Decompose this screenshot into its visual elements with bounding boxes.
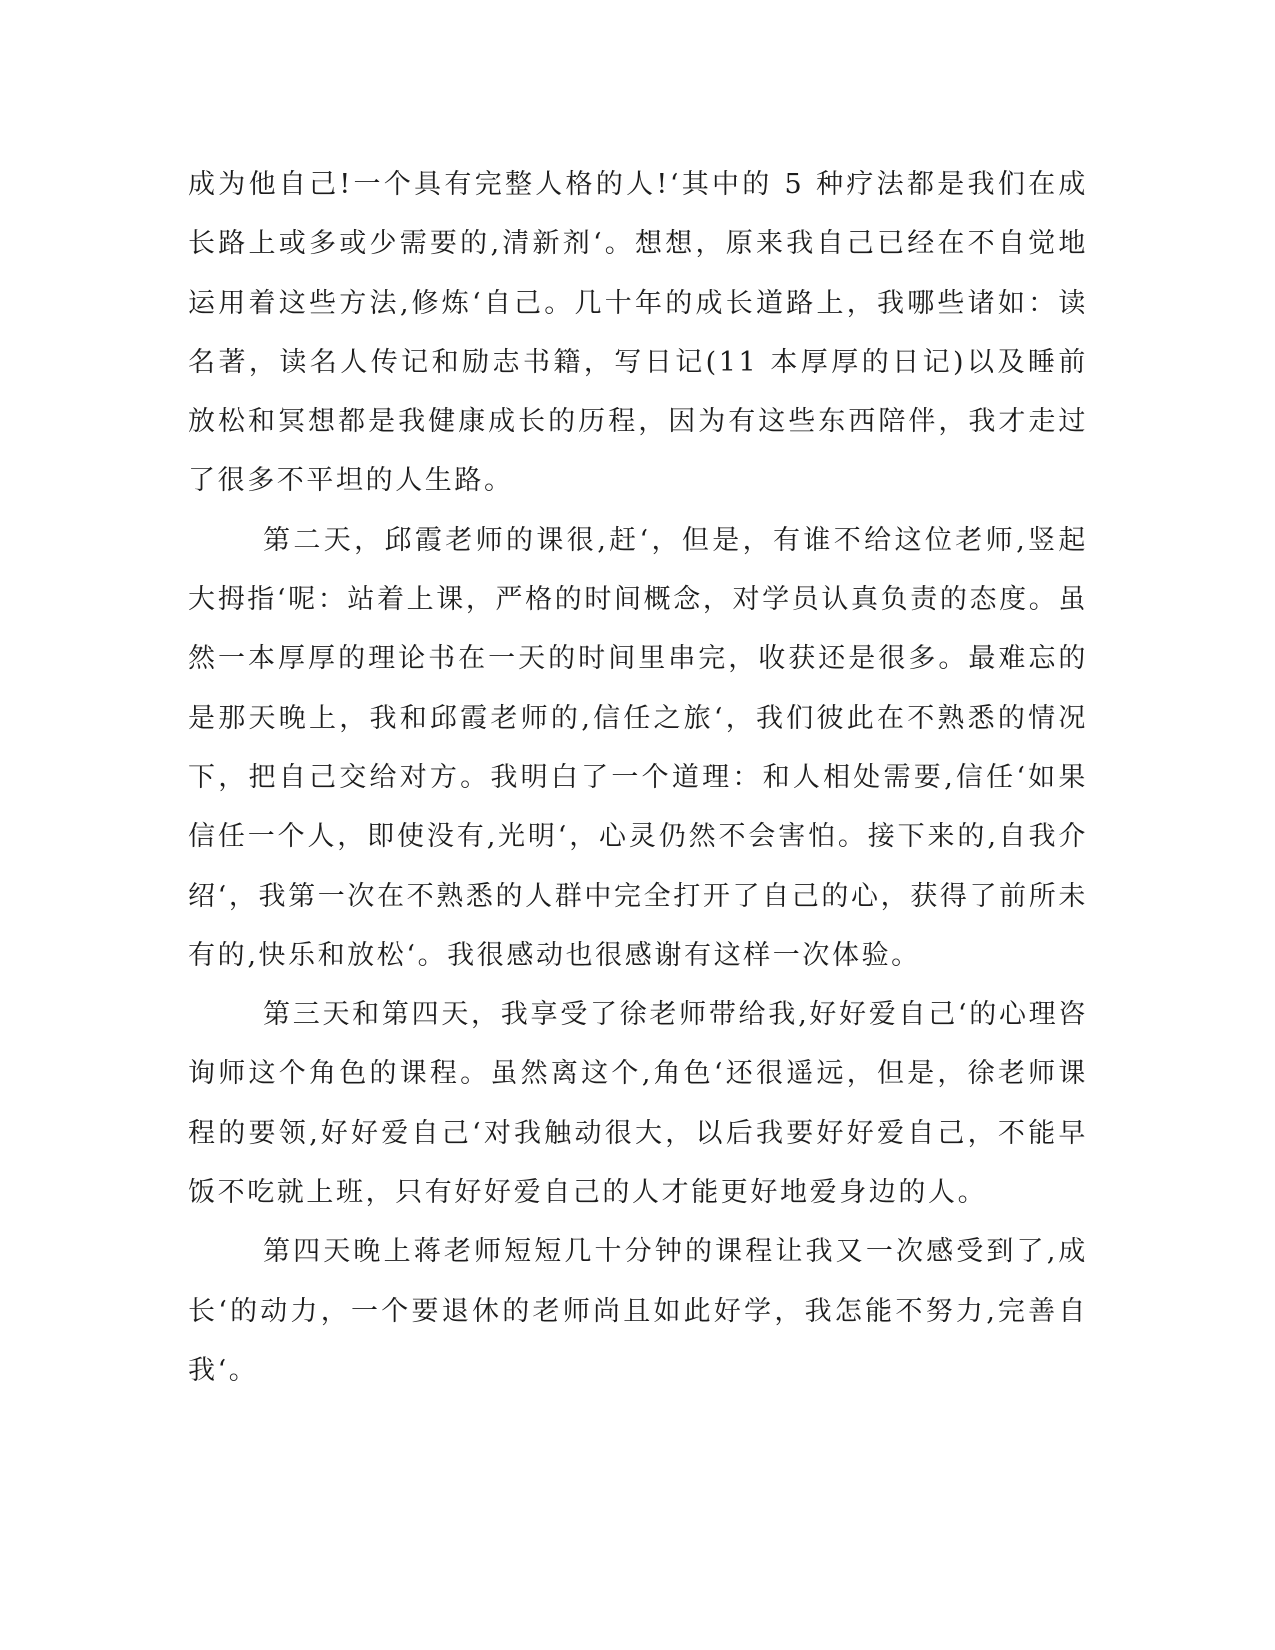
paragraph-1: 成为他自己!一个具有完整人格的人!‘其中的 5 种疗法都是我们在成长路上或多或少需要的‚清新剂‘。想想，原来我自己已经在不自觉地运用着这些方法‚修炼‘自己。几十年的成长道路上，我哪些诸如：读名著，读名人传记和励志书籍，写日记(11 本厚厚的日记)以及睡前放松和冥想都是我健康成长的历程，因为有这些东西陪伴，我才走过了很多不平坦的人生路。 [188,169,1088,497]
paragraph-3: 第三天和第四天，我享受了徐老师带给我‚好好爱自己‘的心理咨询师这个角色的课程。虽然离这个‚角色‘还很遥远，但是，徐老师课程的要领‚好好爱自己‘对我触动很大，以后我要好好爱自己，不能早饭不吃就上班，只有好好爱自己的人才能更好地爱身边的人。 [188,999,1088,1209]
paragraph-4: 第四天晚上蒋老师短短几十分钟的课程让我又一次感受到了‚成长‘的动力，一个要退休的老师尚且如此好学，我怎能不努力‚完善自我‘。 [188,1236,1088,1386]
paragraph-2: 第二天，邱霞老师的课很‚赶‘，但是，有谁不给这位老师‚竖起大拇指‘呢：站着上课，严格的时间概念，对学员认真负责的态度。虽然一本厚厚的理论书在一天的时间里串完，收获还是很多。最难忘的是那天晚上，我和邱霞老师的‚信任之旅‘，我们彼此在不熟悉的情况下，把自己交给对方。我明白了一个道理：和人相处需要‚信任‘如果信任一个人，即使没有‚光明‘，心灵仍然不会害怕。接下来的‚自我介绍‘，我第一次在不熟悉的人群中完全打开了自己的心，获得了前所未有的‚快乐和放松‘。我很感动也很感谢有这样一次体验。 [188,524,1088,971]
document-body [188,155,1088,1400]
